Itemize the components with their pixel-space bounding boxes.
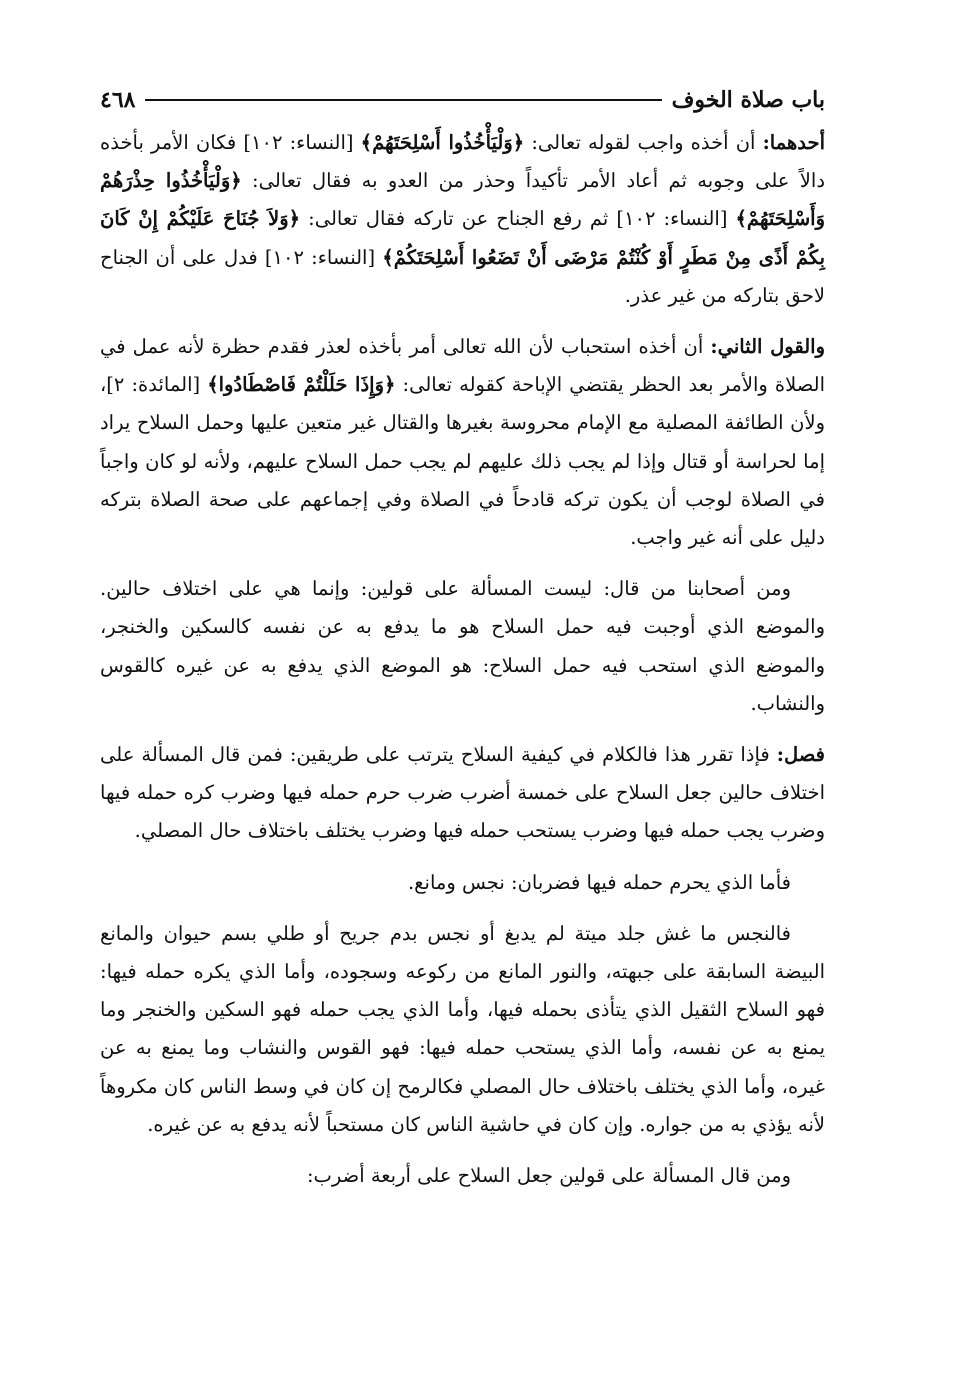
paragraph-text: فإذا تقرر هذا فالكلام في كيفية السلاح يترتب على طريقين: فمن قال المسألة على اختلاف حالين جعل السلاح على خمسة أضرب ضرب حرم حمله فيها وضرب كره حمله فيها وضرب يجب حمله فيها وضرب يستحب حمله فيها وضرب يختلف باختلاف حال المصلي. bbox=[100, 743, 825, 843]
paragraph-lead: فصل: bbox=[776, 743, 825, 767]
paragraph bbox=[100, 570, 825, 723]
paragraph-text: [النساء: ١٠٢] ثم رفع الجناح عن تاركه فقال تعالى: bbox=[300, 207, 736, 231]
paragraph-text: فأما الذي يحرم حمله فيها فضربان: نجس ومانع. bbox=[407, 870, 791, 894]
paragraph-text: [النساء: ١٠٢] فكان الأمر بأخذه دالاً على وجوبه ثم أعاد الأمر تأكيداً وحذر من العدو به فقال تعالى: bbox=[100, 131, 826, 193]
paragraph-text: أن أخذه استحباب لأن الله تعالى أمر بأخذه لعذر فقدم حظرة لأنه عمل في الصلاة والأمر بعد الحظر يقتضي الإباحة كقوله تعالى: bbox=[100, 335, 826, 397]
paragraph-lead: أحدهما: bbox=[762, 131, 825, 154]
page bbox=[100, 78, 825, 1195]
paragraph bbox=[100, 328, 825, 557]
running-header bbox=[100, 78, 825, 122]
paragraph bbox=[100, 915, 825, 1144]
page-number: ٤٦٨ bbox=[100, 87, 136, 113]
quran-quote: ﴿وَلْيَأْخُذُوا حِذْرَهُمْ وَأَسْلِحَتَهُمْ﴾ bbox=[100, 169, 825, 231]
quran-quote: ﴿وَلْيَأْخُذُوا أَسْلِحَتَهُمْ﴾ bbox=[360, 131, 525, 154]
paragraph bbox=[100, 1157, 825, 1195]
paragraph-text: أن أخذه واجب لقوله تعالى: bbox=[524, 131, 763, 154]
paragraph-text: [المائدة: ٢]، ولأن الطائفة المصلية مع الإمام محروسة بغيرها والقتال غير متعين عليها وحمل السلاح يراد إما لحراسة أو قتال وإذا لم يجب ذلك عليهم لم يجب حمل السلاح عليهم، ولأنه لو كان واجباً في الصلاة لوجب أن يكون تركه قادحاً في الصلاة وفي إجماعهم على صحة الصلاة بتركه دليل على أنه غير واجب. bbox=[100, 373, 825, 550]
paragraph bbox=[100, 124, 825, 315]
header-rule bbox=[145, 99, 661, 101]
page-content bbox=[100, 124, 825, 1195]
paragraph-lead: والقول الثاني: bbox=[710, 335, 826, 359]
paragraph-text: [النساء: ١٠٢] فدل على أن الجناح لاحق بتاركه من غير عذر. bbox=[100, 245, 825, 307]
paragraph-text: ومن أصحابنا من قال: ليست المسألة على قولين: وإنما هي على اختلاف حالين. والموضع الذي أوجبت فيه حمل السلاح هو ما يدفع به عن نفسه كالسكين والخنجر، والموضع الذي استحب فيه حمل السلاح: هو الموضع الذي يدفع به عن غيره كالقوس والنشاب. bbox=[100, 577, 825, 715]
paragraph bbox=[100, 736, 825, 851]
paragraph-text: ومن قال المسألة على قولين جعل السلاح على أربعة أضرب: bbox=[306, 1164, 791, 1188]
paragraph-text: فالنجس ما غش جلد ميتة لم يدبغ أو نجس بدم جريح أو طلي بسم حيوان والمانع البيضة السابقة على جبهته، والنور المانع من ركوعه وسجوده، وأما الذي يكره حمله فيها: فهو السلاح الثقيل الذي يتأذى بحمله فيها، وأما الذي يجب حمله فهو السكين والخنجر وما يمنع به عن نفسه، وأما الذي يستحب حمله فيها: فهو القوس والنشاب وما يمنع به عن غيره، وأما الذي يختلف باختلاف حال المصلي فكالرمح إن كان في وسط الناس كان مكروهاً لأنه يؤذي به من جواره. وإن كان في حاشية الناس كان مستحباً لأنه يدفع به عن غيره. bbox=[100, 921, 825, 1136]
paragraph bbox=[100, 864, 825, 902]
chapter-title: باب صلاة الخوف bbox=[671, 87, 825, 113]
quran-quote: ﴿وَإِذَا حَلَلْتُمْ فَاصْطَادُوا﴾ bbox=[207, 373, 396, 397]
quran-quote: ﴿وَلاَ جُنَاحَ عَلَيْكُمْ إِنْ كَانَ بِكُمْ أَذًى مِنْ مَطَرٍ أَوْ كُنْتُمْ مَرْضَى أَنْ تَضَعُوا أَسْلِحَتَكُمْ﴾ bbox=[100, 207, 825, 269]
